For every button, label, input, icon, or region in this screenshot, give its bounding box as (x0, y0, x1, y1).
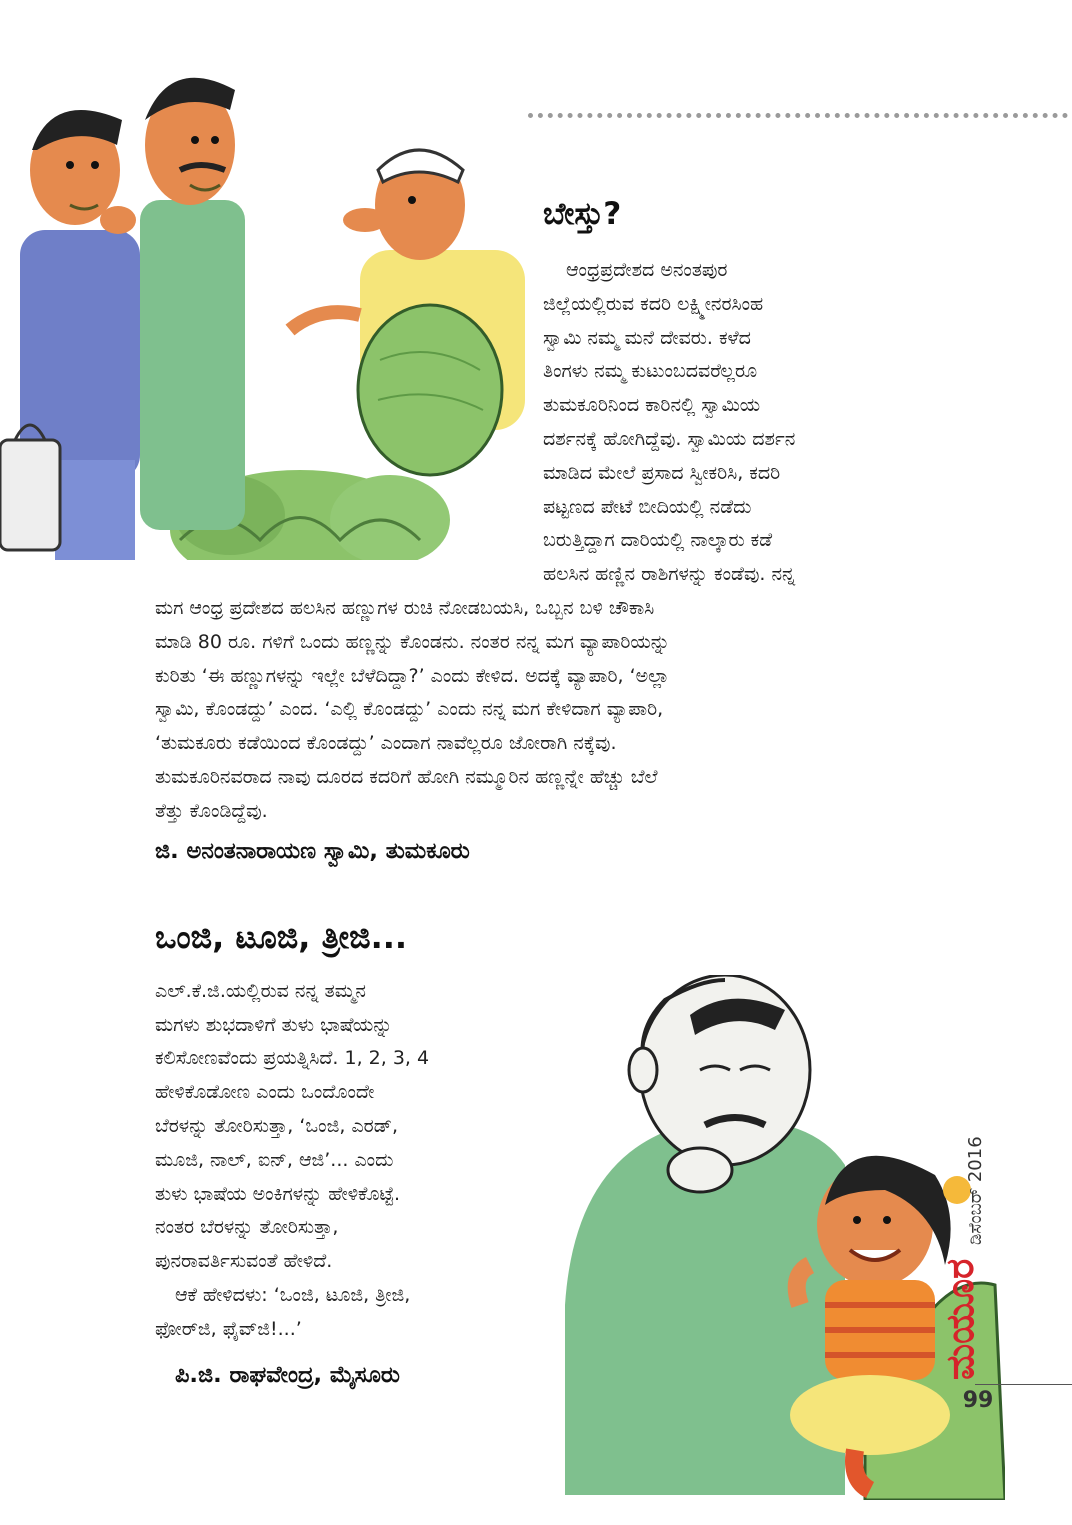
story1-line: ಬರುತ್ತಿದ್ದಾಗ ದಾರಿಯಲ್ಲಿ ನಾಲ್ಕಾರು ಕಡೆ (543, 529, 773, 551)
story2-line: ತುಳು ಭಾಷೆಯ ಅಂಕಿಗಳನ್ನು ಹೇಳಿಕೊಟ್ಟೆ. (155, 1183, 401, 1205)
story1-line: ತೆತ್ತು ಕೊಂಡಿದ್ದೆವು. (155, 800, 268, 822)
story2-line: ನಂತರ ಬೆರಳನ್ನು ತೋರಿಸುತ್ತಾ, (155, 1216, 339, 1238)
story1-line: ಆಂಧ್ರಪ್ರದೇಶದ ಅನಂತಪುರ (566, 259, 728, 281)
magazine-sidebar (925, 1080, 1005, 1390)
story2-line: ಕಲಿಸೋಣವೆಂದು ಪ್ರಯತ್ನಿಸಿದೆ. 1, 2, 3, 4 (155, 1047, 430, 1069)
magazine-name: ಮಯೂರ (938, 1258, 982, 1380)
story1-line: ಮಾಡಿ 80 ರೂ. ಗಳಿಗೆ ಒಂದು ಹಣ್ಣನ್ನು ಕೊಂಡನು. ನಂತರ ನನ್ನ ಮಗ ವ್ಯಾಪಾರಿಯನ್ನು (155, 631, 670, 653)
story1-line: ಸ್ವಾಮಿ, ಕೊಂಡದ್ದು’ ಎಂದ. ‘ಎಲ್ಲಿ ಕೊಂಡದ್ದು’ ಎಂದು ನನ್ನ ಮಗ ಕೇಳಿದಾಗ ವ್ಯಾಪಾರಿ, (155, 698, 664, 720)
story2-line: ಬೆರಳನ್ನು ತೋರಿಸುತ್ತಾ, ‘ಒಂಜಿ, ಎರಡ್, (155, 1115, 398, 1137)
jackfruit (358, 305, 502, 475)
story-title-besthu: ಬೇಸ್ತು? (543, 196, 622, 232)
illustration-jackfruit-vendors (0, 60, 530, 560)
story2-line: ಪುನರಾವರ್ತಿಸುವಂತೆ ಹೇಳಿದೆ. (155, 1250, 333, 1272)
story1-line: ಕುರಿತು ‘ಈ ಹಣ್ಣುಗಳನ್ನು ಇಲ್ಲೇ ಬೆಳೆದಿದ್ದಾ?’ ಎಂದು ಕೇಳಿದ. ಅದಕ್ಕೆ ವ್ಯಾಪಾರಿ, ‘ಅಲ್ಲಾ (155, 665, 670, 687)
dotted-separator (528, 113, 1068, 118)
story-title-onji-tooji: ಒಂಜಿ, ಟೂಜಿ, ತ್ರೀಜಿ... (155, 918, 408, 956)
page-number: 99 (962, 1388, 994, 1413)
story1-line: ತುಮಕೂರಿನವರಾದ ನಾವು ದೂರದ ಕದರಿಗೆ ಹೋಗಿ ನಮ್ಮೂರಿನ ಹಣ್ಣನ್ನೇ ಹೆಚ್ಚು ಬೆಲೆ (155, 766, 658, 788)
story1-line: ಸ್ವಾಮಿ ನಮ್ಮ ಮನೆ ದೇವರು. ಕಳೆದ (543, 327, 751, 349)
story2-line: ಎಲ್.ಕೆ.ಜಿ.ಯಲ್ಲಿರುವ ನನ್ನ ತಮ್ಮನ (155, 980, 366, 1002)
story2-line: ಮೂಜಿ, ನಾಲ್, ಐನ್, ಆಜಿ’... ಎಂದು (155, 1149, 394, 1171)
story1-line: ಮಾಡಿದ ಮೇಲೆ ಪ್ರಸಾದ ಸ್ವೀಕರಿಸಿ, ಕದರಿ (543, 462, 781, 484)
page-number-rule (975, 1384, 1072, 1385)
story1-author: ಜಿ. ಅನಂತನಾರಾಯಣ ಸ್ವಾಮಿ, ತುಮಕೂರು (155, 838, 470, 864)
story2-line: ಮಗಳು ಶುಭದಾಳಿಗೆ ತುಳು ಭಾಷೆಯನ್ನು (155, 1014, 393, 1036)
story1-line: ಹಲಸಿನ ಹಣ್ಣಿನ ರಾಶಿಗಳನ್ನು ಕಂಡೆವು. ನನ್ನ (543, 563, 796, 585)
story1-line: ಮಗ ಆಂಧ್ರ ಪ್ರದೇಶದ ಹಲಸಿನ ಹಣ್ಣುಗಳ ರುಚಿ ನೋಡಬಯಸಿ, ಒಬ್ಬನ ಬಳಿ ಚೌಕಾಸಿ (155, 597, 655, 619)
story1-line: ತುಮಕೂರಿನಿಂದ ಕಾರಿನಲ್ಲಿ ಸ್ವಾಮಿಯ (543, 394, 761, 416)
story2-line: ಆಕೆ ಹೇಳಿದಳು: ‘ಒಂಜಿ, ಟೂಜಿ, ತ್ರೀಜಿ, (175, 1284, 411, 1306)
story1-line: ‘ತುಮಕೂರು ಕಡೆಯಿಂದ ಕೊಂಡದ್ದು’ ಎಂದಾಗ ನಾವೆಲ್ಲರೂ ಜೋರಾಗಿ ನಕ್ಕೆವು. (155, 732, 617, 754)
story1-line: ದರ್ಶನಕ್ಕೆ ಹೋಗಿದ್ದೆವು. ಸ್ವಾಮಿಯ ದರ್ಶನ (543, 428, 796, 450)
story1-line: ತಿಂಗಳು ನಮ್ಮ ಕುಟುಂಬದವರೆಲ್ಲರೂ (543, 360, 758, 382)
story1-line: ಪಟ್ಟಣದ ಪೇಟೆ ಬೀದಿಯಲ್ಲಿ ನಡೆದು (543, 496, 752, 518)
story2-author: ಪಿ.ಜಿ. ರಾಘವೇಂದ್ರ, ಮೈಸೂರು (175, 1362, 400, 1388)
story1-line: ಜಿಲ್ಲೆಯಲ್ಲಿರುವ ಕದರಿ ಲಕ್ಷ್ಮೀನರಸಿಂಹ (543, 293, 764, 315)
story2-line: ಫೋರ್‌ಜಿ, ಫೈವ್‌ಜಿ!...’ (155, 1318, 302, 1340)
story2-line: ಹೇಳಿಕೊಡೋಣ ಎಂದು ಒಂದೊಂದೇ (155, 1081, 375, 1103)
issue-date: ಡಿಸೆಂಬರ್ 2016 (965, 1136, 986, 1245)
